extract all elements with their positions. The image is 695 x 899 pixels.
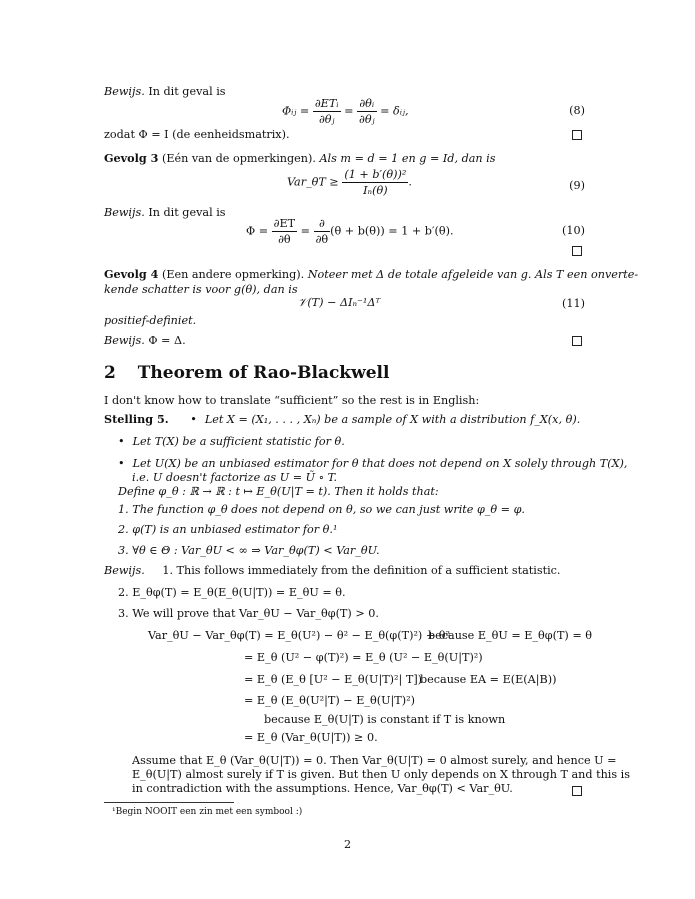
eq8-mid: = <box>344 104 354 118</box>
gevolg3-line <box>104 151 495 166</box>
derivation-line-1: Var_θU − Var_θφ(T) = E_θ(U²) − θ² − E_θ(φ(T)²) + θ² <box>148 629 450 642</box>
derivation-line-4: = E_θ (E_θ(U²|T) − E_θ(U|T)²) <box>244 694 415 707</box>
gevolg4-after: positief-definiet. <box>104 314 197 327</box>
eq10-frac2: $\frac{\partial}{\partial\theta}$ <box>315 217 329 247</box>
equation-11: 𝒱(T) − ΔIₙ⁻¹Δᵀ <box>298 296 381 309</box>
proof1-line <box>104 84 226 99</box>
stelling-item-3: 3. ∀θ ∈ Θ : Var_θU < ∞ ⇒ Var_θφ(T) < Var_θU. <box>118 544 380 557</box>
proof3-line: Bewijs. Φ = Δ. <box>104 334 186 347</box>
gevolg3-text: Als m = d = 1 en g = Id, dan is <box>319 152 496 165</box>
equation-8 <box>282 96 409 127</box>
stelling-define: Define φ_θ : ℝ → ℝ : t ↦ E_θ(U|T = t). Then it holds that: <box>118 485 439 498</box>
derivation-line-2: = E_θ (U² − φ(T)²) = E_θ (U² − E_θ(U|T)²) <box>244 651 483 664</box>
page-number: 2 <box>343 838 352 851</box>
eq8-frac2: $\frac{\text{∂θᵢ}}{\text{∂θⱼ}}$ <box>359 97 375 127</box>
footnote: ¹Begin NOOIT een zin met een symbool :) <box>112 807 303 817</box>
equation-9: Var_θT ≥ $\frac{\text{(1 + b′(θ))²}}{\text{Iₙ(θ)}}$ . <box>287 168 412 198</box>
stelling-bullet-3-cont: i.e. U doesn't factorize as U = Ũ ∘ T. <box>132 471 338 484</box>
eq9-number: (9) <box>569 179 585 192</box>
section-number: 2 <box>104 363 116 383</box>
gevolg3-label: Gevolg 3 <box>104 151 159 165</box>
proof1-after: zodat Φ = I (de eenheidsmatrix). <box>104 128 290 141</box>
stelling-item-2: 2. φ(T) is an unbiased estimator for θ.¹ <box>118 523 338 536</box>
derivation-note-3: because EA = E(E(A|B)) <box>420 673 557 686</box>
eq8-lhs: Φᵢⱼ = <box>282 104 310 118</box>
proof4-item-2: 2. E_θφ(T) = E_θ(E_θ(U|T)) = E_θU = θ. <box>118 586 346 599</box>
eq8-frac1: $\frac{\text{∂ETᵢ}}{\text{∂θⱼ}}$ <box>314 97 339 127</box>
section-heading <box>104 362 389 385</box>
eq10-frac1: $\frac{\partial ET}{\partial\theta}$ <box>273 217 296 247</box>
proof4-line1: Bewijs. 1. This follows immediately from the definition of a sufficient statistic. <box>104 564 561 577</box>
stelling-bullet-2: • Let T(X) be a sufficient statistic for θ. <box>118 434 345 449</box>
footnote-rule <box>104 802 234 803</box>
conclusion-line-1: Assume that E_θ (Var_θ(U|T)) = 0. Then Var_θ(U|T) = 0 almost surely, and hence U = <box>132 754 617 767</box>
gevolg3-paren: (Eén van de opmerkingen). <box>161 152 316 165</box>
conclusion-line-3: in contradiction with the assumptions. Hence, Var_θφ(T) < Var_θU. <box>132 782 513 795</box>
stelling-line <box>104 412 580 427</box>
eq11-number: (11) <box>562 297 585 310</box>
derivation-line-6: = E_θ (Var_θ(U|T)) ≥ 0. <box>244 731 378 744</box>
intro-text: I don't know how to translate “sufficient” so the rest is in English: <box>104 394 480 407</box>
equation-10: Φ = $\frac{\partial ET}{\partial\theta}$ = $\frac{\partial}{\partial\theta}$ (θ + b(θ)) = 1 + b′(θ). <box>246 217 454 247</box>
qed-box <box>572 336 582 346</box>
proof2-lead: Bewijs. <box>104 206 145 219</box>
proof1-lead: Bewijs. <box>104 85 145 98</box>
eq9-frac: $\frac{\text{(1 + b′(θ))²}}{\text{Iₙ(θ)}}$ <box>344 168 407 198</box>
eq9-lhs: Var_θT ≥ <box>287 175 339 189</box>
eq8-number: (8) <box>569 104 585 117</box>
eq8-rhs: = δᵢⱼ, <box>380 104 409 118</box>
stelling-bullet-1: • Let X = (X₁, . . . , Xₙ) be a sample of X with a distribution f_X(x, θ). <box>190 413 580 426</box>
derivation-line-5: because E_θ(U|T) is constant if T is known <box>264 713 506 726</box>
proof2-line <box>104 205 226 220</box>
proof2-text: In dit geval is <box>148 206 226 219</box>
section-title: Theorem of Rao-Blackwell <box>137 363 390 383</box>
gevolg4-label: Gevolg 4 <box>104 267 159 281</box>
stelling-bullet-3: • Let U(X) be an unbiased estimator for θ that does not depend on X solely through T(X), <box>118 456 627 471</box>
qed-box <box>572 246 582 256</box>
stelling-label: Stelling 5. <box>104 412 169 426</box>
proof1-text: In dit geval is <box>148 85 226 98</box>
qed-box <box>572 130 582 140</box>
gevolg4-line2: kende schatter is voor g(θ), dan is <box>104 283 298 296</box>
eq10-number: (10) <box>562 224 585 237</box>
conclusion-line-2: E_θ(U|T) almost surely if T is given. But then U only depends on X through T and this is <box>132 768 630 781</box>
proof4-item-3: 3. We will prove that Var_θU − Var_θφ(T) > 0. <box>118 607 379 620</box>
derivation-note-1: because E_θU = E_θφ(T) = θ <box>428 629 592 642</box>
stelling-item-1: 1. The function φ_θ does not depend on θ, so we can just write φ_θ = φ. <box>118 503 525 516</box>
gevolg4-line1: Gevolg 4 (Een andere opmerking). Noteer met Δ de totale afgeleide van g. Als T een onverte- <box>104 267 639 281</box>
derivation-line-3: = E_θ (E_θ [U² − E_θ(U|T)²| T]) <box>244 673 423 686</box>
qed-box <box>572 786 582 796</box>
